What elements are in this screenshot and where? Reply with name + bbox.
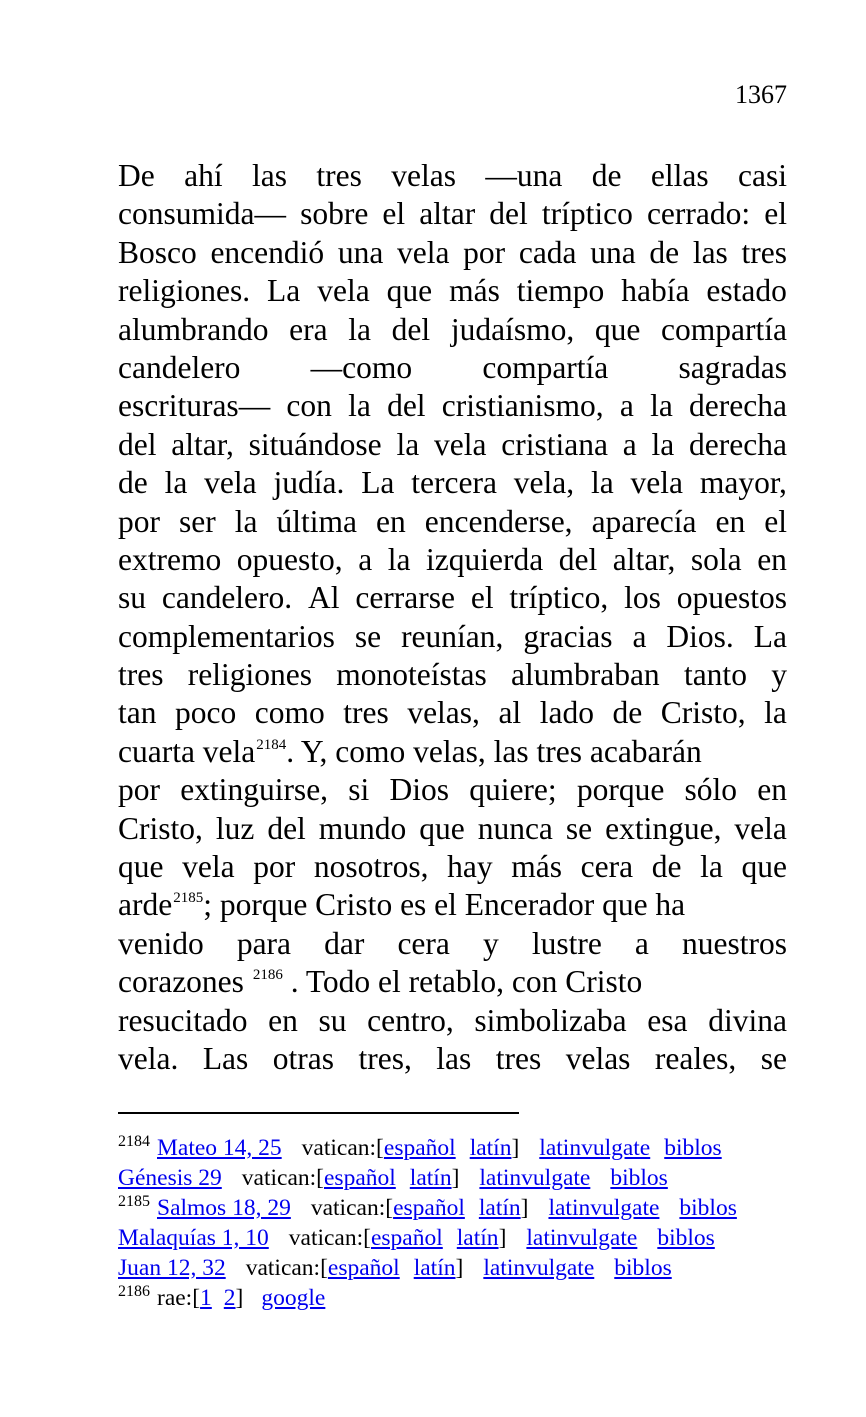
word: extingue, bbox=[605, 810, 722, 846]
text-line bbox=[118, 195, 787, 233]
word: dar bbox=[324, 925, 365, 961]
word: compartía bbox=[661, 311, 787, 347]
word: y bbox=[771, 657, 787, 693]
word: esa bbox=[647, 1002, 688, 1038]
word: sagradas bbox=[678, 349, 787, 385]
word: cada bbox=[518, 234, 577, 270]
word: complementarios bbox=[118, 618, 335, 654]
biblos-link[interactable]: biblos bbox=[679, 1195, 737, 1221]
footnote-number: 2185 bbox=[118, 1193, 150, 1210]
word: Dios bbox=[389, 772, 449, 808]
word: candelero bbox=[118, 349, 241, 385]
word: quiere; bbox=[469, 772, 557, 808]
vatican-label: vatican:[ bbox=[310, 1195, 394, 1221]
close-bracket: ] bbox=[498, 1225, 507, 1251]
vatican-label: vatican:[ bbox=[301, 1135, 384, 1161]
text-line-with-ref bbox=[118, 733, 787, 771]
close-bracket: ] bbox=[455, 1255, 464, 1281]
word: el bbox=[764, 503, 787, 539]
word: encenderse, bbox=[424, 503, 573, 539]
footnotes bbox=[118, 1133, 737, 1313]
word: la bbox=[651, 426, 675, 462]
rae-link-1[interactable]: 1 bbox=[200, 1285, 212, 1311]
word: vela bbox=[182, 849, 235, 885]
word: de bbox=[649, 234, 680, 270]
word: la bbox=[700, 849, 723, 885]
latin-link[interactable]: latín bbox=[456, 1225, 499, 1251]
word: velas bbox=[391, 158, 456, 193]
text-segment: ; porque Cristo es el Encerador que ha bbox=[203, 887, 686, 923]
text-line bbox=[118, 503, 787, 541]
word: la bbox=[387, 541, 411, 577]
word: la bbox=[348, 388, 371, 424]
latinvulgate-link[interactable]: latinvulgate bbox=[526, 1225, 638, 1251]
footnote-ref-2184: 2184 bbox=[256, 736, 287, 753]
text-line bbox=[118, 387, 787, 425]
text-line bbox=[118, 541, 787, 579]
word: del bbox=[558, 541, 598, 577]
word: tríptico, bbox=[509, 580, 609, 616]
word: judía. bbox=[273, 465, 345, 501]
word: tres bbox=[495, 1040, 542, 1076]
close-bracket: ] bbox=[511, 1135, 520, 1161]
footnote-2185 bbox=[118, 1193, 737, 1223]
text-line bbox=[118, 848, 787, 886]
text-line bbox=[118, 426, 787, 464]
biblos-link[interactable]: biblos bbox=[657, 1225, 715, 1251]
footnote-2185-cont bbox=[118, 1253, 737, 1283]
word: última bbox=[276, 503, 358, 539]
word: cerrado: bbox=[646, 196, 751, 232]
word: La bbox=[267, 273, 301, 309]
word: La bbox=[753, 618, 787, 654]
word: La bbox=[361, 465, 395, 501]
word: alumbraban bbox=[511, 657, 660, 693]
word: la bbox=[396, 426, 420, 462]
word: escrituras— bbox=[118, 388, 271, 424]
word: ser bbox=[179, 503, 216, 539]
rae-link-2[interactable]: 2 bbox=[223, 1285, 236, 1311]
word: en bbox=[715, 503, 746, 539]
word: vela bbox=[630, 465, 683, 501]
word: altar, bbox=[612, 541, 676, 577]
word: resucitado bbox=[118, 1002, 248, 1038]
word: en bbox=[376, 503, 406, 539]
word: religiones bbox=[187, 657, 312, 693]
word: vela, bbox=[513, 465, 575, 501]
footnote-2185-cont bbox=[118, 1223, 737, 1253]
word: y bbox=[482, 925, 499, 961]
word: en bbox=[757, 772, 787, 808]
text-line bbox=[118, 157, 787, 195]
word: Cristo, bbox=[118, 810, 203, 846]
word: tres bbox=[118, 657, 164, 693]
word: cristianismo, bbox=[441, 388, 604, 424]
word: sola bbox=[690, 541, 742, 577]
word: nosotros, bbox=[313, 849, 429, 885]
word: las bbox=[436, 1040, 472, 1076]
text-segment: cuarta vela bbox=[118, 733, 256, 769]
word: opuesto, bbox=[236, 541, 343, 577]
close-bracket: ] bbox=[520, 1195, 529, 1221]
bible-ref-link[interactable]: Malaquías 1, 10 bbox=[118, 1225, 269, 1251]
word: nuestros bbox=[681, 925, 787, 961]
word: a bbox=[634, 925, 649, 961]
word: que bbox=[594, 311, 641, 347]
word: extremo bbox=[118, 541, 222, 577]
word: tres bbox=[316, 158, 362, 193]
vatican-label: vatican:[ bbox=[241, 1165, 324, 1191]
word: a bbox=[632, 618, 647, 654]
word: que bbox=[118, 849, 164, 885]
espanol-link[interactable]: español bbox=[383, 1135, 456, 1161]
google-link[interactable]: google bbox=[261, 1285, 326, 1311]
latinvulgate-link[interactable]: latinvulgate bbox=[479, 1165, 591, 1191]
text-line bbox=[118, 272, 787, 310]
word: había bbox=[621, 273, 690, 309]
word: una bbox=[337, 234, 384, 270]
word: mundo bbox=[318, 810, 407, 846]
word: a bbox=[358, 541, 373, 577]
word: —una bbox=[485, 158, 563, 193]
word: de bbox=[591, 158, 622, 193]
word: compartía bbox=[482, 349, 609, 385]
word: reales, bbox=[654, 1040, 737, 1076]
text-segment: arde bbox=[118, 887, 173, 923]
word: de bbox=[118, 465, 148, 501]
close-bracket: ] bbox=[235, 1285, 244, 1311]
word: velas, bbox=[407, 695, 480, 731]
word: porque bbox=[576, 772, 665, 808]
word: cera bbox=[580, 849, 634, 885]
word: se bbox=[354, 618, 382, 654]
word: simbolizaba bbox=[474, 1002, 627, 1038]
word: luz bbox=[215, 810, 255, 846]
word: la bbox=[234, 503, 258, 539]
word: tan bbox=[118, 695, 157, 731]
text-line bbox=[118, 810, 787, 848]
word: las bbox=[252, 158, 287, 193]
word: cristiana bbox=[501, 426, 608, 462]
word: como bbox=[254, 695, 325, 731]
bible-ref-link[interactable]: Mateo 14, 25 bbox=[157, 1135, 282, 1161]
footnote-ref-2185: 2185 bbox=[173, 890, 204, 907]
word: por bbox=[253, 849, 296, 885]
word: la bbox=[590, 465, 614, 501]
text-line bbox=[118, 311, 787, 349]
word: si bbox=[348, 772, 370, 808]
text-line-with-ref bbox=[118, 886, 787, 924]
text-line bbox=[118, 694, 787, 732]
biblos-link[interactable]: biblos bbox=[664, 1135, 722, 1161]
page-number: 1367 bbox=[735, 80, 787, 109]
word: aparecía bbox=[591, 503, 697, 539]
word: a bbox=[622, 426, 637, 462]
text-line-with-ref bbox=[118, 963, 787, 1001]
word: —como bbox=[310, 349, 413, 385]
word: el bbox=[764, 196, 787, 232]
word: otras bbox=[272, 1040, 334, 1076]
footnote-divider bbox=[118, 1112, 519, 1114]
word: candelero. bbox=[161, 580, 293, 616]
footnote-2184 bbox=[118, 1133, 737, 1163]
word: hay bbox=[447, 849, 493, 885]
word: derecha bbox=[689, 426, 787, 462]
text-line bbox=[118, 1040, 787, 1078]
word: de bbox=[651, 849, 682, 885]
word: vela bbox=[317, 273, 370, 309]
word: centro, bbox=[367, 1002, 454, 1038]
word: ellas bbox=[650, 158, 709, 193]
word: el bbox=[470, 580, 494, 616]
text-line bbox=[118, 771, 787, 809]
word: con bbox=[286, 388, 332, 424]
word: nunca bbox=[477, 810, 553, 846]
word: situándose bbox=[248, 426, 382, 462]
footnote-2186 bbox=[118, 1283, 737, 1313]
word: en bbox=[757, 541, 787, 577]
latinvulgate-link[interactable]: latinvulgate bbox=[483, 1255, 595, 1281]
text-line bbox=[118, 1002, 787, 1040]
biblos-link[interactable]: biblos bbox=[614, 1255, 672, 1281]
word: el bbox=[382, 196, 406, 232]
word: tanto bbox=[683, 657, 747, 693]
word: tres bbox=[741, 234, 787, 270]
body-paragraph bbox=[118, 157, 787, 1078]
bible-ref-link[interactable]: Génesis 29 bbox=[118, 1165, 222, 1191]
latin-link[interactable]: latín bbox=[409, 1165, 452, 1191]
espanol-link[interactable]: español bbox=[370, 1225, 443, 1251]
word: vela bbox=[433, 426, 487, 462]
word: tres bbox=[343, 695, 389, 731]
word: divina bbox=[708, 1002, 787, 1038]
word: alumbrando bbox=[118, 311, 269, 347]
footnote-2184-cont bbox=[118, 1163, 737, 1193]
word: Bosco bbox=[118, 234, 197, 270]
word: de bbox=[612, 695, 643, 731]
word: más bbox=[511, 849, 563, 885]
word: sólo bbox=[684, 772, 738, 808]
text-line bbox=[118, 464, 787, 502]
word: judaísmo, bbox=[450, 311, 575, 347]
text-line bbox=[118, 925, 787, 963]
text-line bbox=[118, 349, 787, 387]
text-segment: . Y, como velas, las tres acabarán bbox=[286, 733, 702, 769]
word: estado bbox=[706, 273, 787, 309]
latinvulgate-link[interactable]: latinvulgate bbox=[539, 1135, 651, 1161]
word: izquierda bbox=[426, 541, 544, 577]
word: opuestos bbox=[676, 580, 787, 616]
word: tríptico bbox=[541, 196, 633, 232]
rae-label: rae:[ bbox=[157, 1285, 201, 1311]
word: tercera bbox=[411, 465, 497, 501]
latin-link[interactable]: latín bbox=[478, 1195, 521, 1221]
word: del bbox=[267, 810, 306, 846]
word: que bbox=[419, 810, 465, 846]
word: altar bbox=[419, 196, 476, 232]
word: gracias bbox=[523, 618, 613, 654]
espanol-link[interactable]: español bbox=[393, 1195, 465, 1221]
text-segment: . Todo el retablo, con Cristo bbox=[290, 964, 643, 1000]
word: se bbox=[760, 1040, 787, 1076]
word: las bbox=[692, 234, 728, 270]
latinvulgate-link[interactable]: latinvulgate bbox=[548, 1195, 660, 1221]
word: al bbox=[498, 695, 522, 731]
word: extinguirse, bbox=[180, 772, 329, 808]
bible-ref-link[interactable]: Salmos 18, 29 bbox=[157, 1195, 291, 1221]
footnote-ref-2186: 2186 bbox=[252, 967, 283, 984]
word: Dios. bbox=[666, 618, 734, 654]
word: por bbox=[118, 772, 160, 808]
word: monoteístas bbox=[336, 657, 487, 693]
word: ahí bbox=[184, 158, 223, 193]
word: Cristo, bbox=[660, 695, 746, 731]
bible-ref-link[interactable]: Juan 12, 32 bbox=[118, 1255, 226, 1281]
vatican-label: vatican:[ bbox=[288, 1225, 371, 1251]
word: la bbox=[164, 465, 188, 501]
word: del bbox=[489, 196, 528, 232]
word: era bbox=[289, 311, 328, 347]
word: poco bbox=[175, 695, 237, 731]
vatican-label: vatican:[ bbox=[245, 1255, 328, 1281]
word: para bbox=[236, 925, 292, 961]
text-segment: corazones bbox=[118, 964, 244, 1000]
word: que bbox=[386, 273, 433, 309]
text-line bbox=[118, 234, 787, 272]
text-line bbox=[118, 618, 787, 656]
word: su bbox=[118, 580, 147, 616]
word: encendió bbox=[210, 234, 325, 270]
word: De bbox=[118, 158, 155, 193]
word: la bbox=[348, 311, 371, 347]
word: que bbox=[741, 849, 787, 885]
word: vela bbox=[734, 810, 787, 846]
biblos-link[interactable]: biblos bbox=[610, 1165, 668, 1191]
latin-link[interactable]: latín bbox=[413, 1255, 456, 1281]
word: casi bbox=[738, 158, 787, 193]
word: una bbox=[590, 234, 636, 270]
word: derecha bbox=[689, 388, 787, 424]
word: lustre bbox=[531, 925, 602, 961]
word: lado bbox=[539, 695, 594, 731]
word: su bbox=[318, 1002, 347, 1038]
word: a bbox=[619, 388, 634, 424]
word: por bbox=[118, 503, 160, 539]
word: la bbox=[764, 695, 787, 731]
word: los bbox=[624, 580, 661, 616]
word: velas bbox=[565, 1040, 631, 1076]
word: por bbox=[463, 234, 506, 270]
word: en bbox=[268, 1002, 298, 1038]
word: cera bbox=[397, 925, 450, 961]
word: Las bbox=[202, 1040, 249, 1076]
word: se bbox=[565, 810, 593, 846]
footnote-number: 2184 bbox=[118, 1133, 150, 1150]
word: reunían, bbox=[401, 618, 504, 654]
word: del bbox=[391, 311, 431, 347]
word: del bbox=[118, 426, 157, 462]
word: vela bbox=[397, 234, 450, 270]
footnote-number: 2186 bbox=[118, 1283, 150, 1300]
word: altar, bbox=[171, 426, 234, 462]
espanol-link[interactable]: español bbox=[324, 1165, 396, 1191]
word: cerrarse bbox=[355, 580, 455, 616]
word: la bbox=[650, 388, 673, 424]
word: Al bbox=[308, 580, 340, 616]
word: del bbox=[387, 388, 426, 424]
word: más bbox=[449, 273, 500, 309]
text-line bbox=[118, 579, 787, 617]
word: religiones. bbox=[118, 273, 251, 309]
word: consumida— bbox=[118, 196, 286, 232]
word: vela. bbox=[118, 1040, 179, 1076]
word: tiempo bbox=[516, 273, 605, 309]
word: sobre bbox=[300, 196, 369, 232]
close-bracket: ] bbox=[451, 1165, 460, 1191]
word: mayor, bbox=[699, 465, 787, 501]
word: venido bbox=[118, 925, 204, 961]
text-line bbox=[118, 656, 787, 694]
espanol-link[interactable]: español bbox=[327, 1255, 400, 1281]
word: tres, bbox=[358, 1040, 412, 1076]
word: vela bbox=[204, 465, 257, 501]
latin-link[interactable]: latín bbox=[469, 1135, 512, 1161]
